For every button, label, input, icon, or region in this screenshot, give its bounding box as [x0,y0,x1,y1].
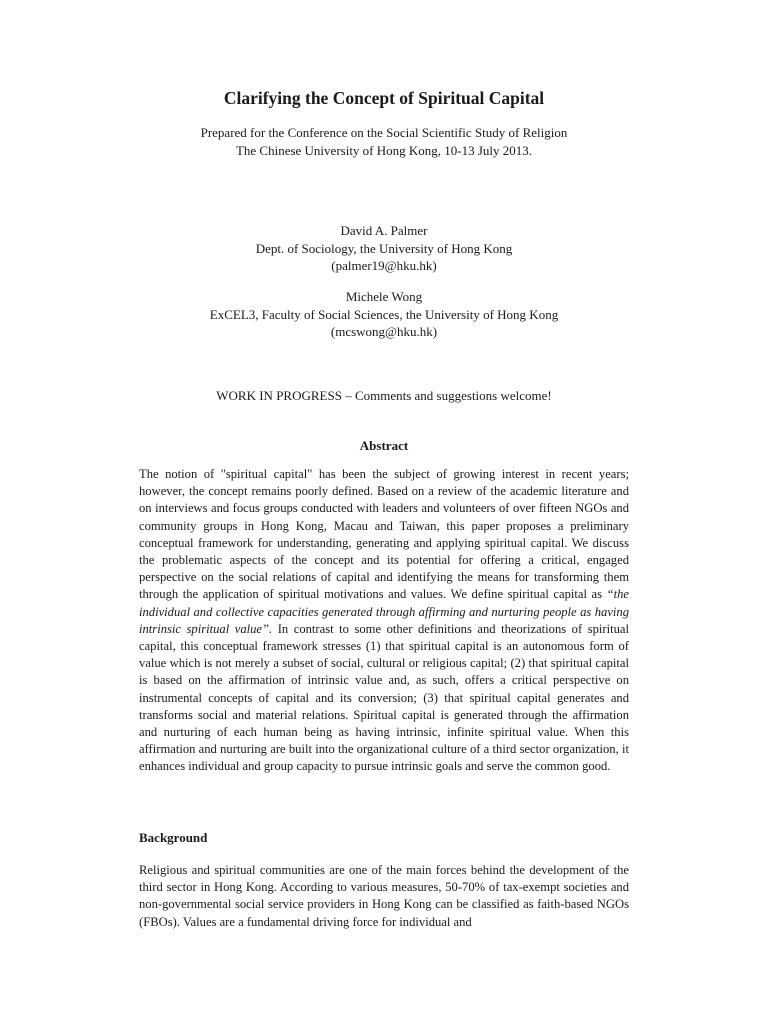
author-affiliation: ExCEL3, Faculty of Social Sciences, the University of Hong Kong [209,306,559,322]
author-email: (mcswong@hku.hk) [330,324,438,339]
background-paragraph: Religious and spiritual communities are one of the main forces behind the development of the third sector in Hong Kong. According to various measures, 50-70% of tax-exempt societies and non-governmental social service providers in Hong Kong can be classified as faith-based NGOs (FBOs). Values are a fundamental driving force for individual and [139,863,629,929]
abstract-text-before: The notion of "spiritual capital" has been the subject of growing interest in recent years; however, the concept remains poorly defined. Based on a review of the academic literature and on interviews and focus groups conducted with leaders and volunteers of over fifteen NGOs and community groups in Hong Kong, Macau and Taiwan, this paper proposes a preliminary conceptual framework for understanding, generating and applying spiritual capital. We discuss the problematic aspects of the concept and its potential for offering a critical, engaged perspective on the social relations of capital and identifying the means for transforming them through the application of spiritual motivations and values. We define spiritual capital as [139,467,629,602]
work-in-progress-note: WORK IN PROGRESS – Comments and suggestions welcome! [216,388,552,403]
abstract-paragraph [139,466,629,776]
background-heading: Background [139,830,208,845]
author-email: (palmer19@hku.hk) [331,258,437,273]
author-name: David A. Palmer [340,223,428,238]
abstract-text-after: In contrast to some other definitions and theorizations of spiritual capital, this conceptual framework stresses (1) that spiritual capital is an autonomous form of value which is not merely a subset of social, cultural or religious capital; (2) that spiritual capital is based on the affirmation of intrinsic value and, as such, offers a critical perspective on instrumental concepts of capital and its conversion; (3) that spiritual capital generates and transforms social and material relations. Spiritual capital is generated through the affirmation and nurturing of each human being as having intrinsic, infinite spiritual value. When this affirmation and nurturing are built into the organizational culture of a third sector organization, it enhances individual and group capacity to pursue intrinsic goals and serve the common good. [139,621,629,774]
author-block-1 [139,222,629,275]
author-name: Michele Wong [345,289,423,304]
conference-line-1: Prepared for the Conference on the Social Scientific Study of Religion [200,125,568,140]
author-block-2 [139,288,629,341]
spiritual-capital-definition: “the individual and collective capacities generated through affirming and nurturing people as having intrinsic spiritual value”. [139,587,629,636]
paper-title: Clarifying the Concept of Spiritual Capital [223,88,545,108]
conference-info [139,124,629,160]
conference-line-2: The Chinese University of Hong Kong, 10-13 July 2013. [235,143,533,158]
author-affiliation: Dept. of Sociology, the University of Hong Kong [255,240,513,256]
abstract-heading: Abstract [359,438,409,453]
